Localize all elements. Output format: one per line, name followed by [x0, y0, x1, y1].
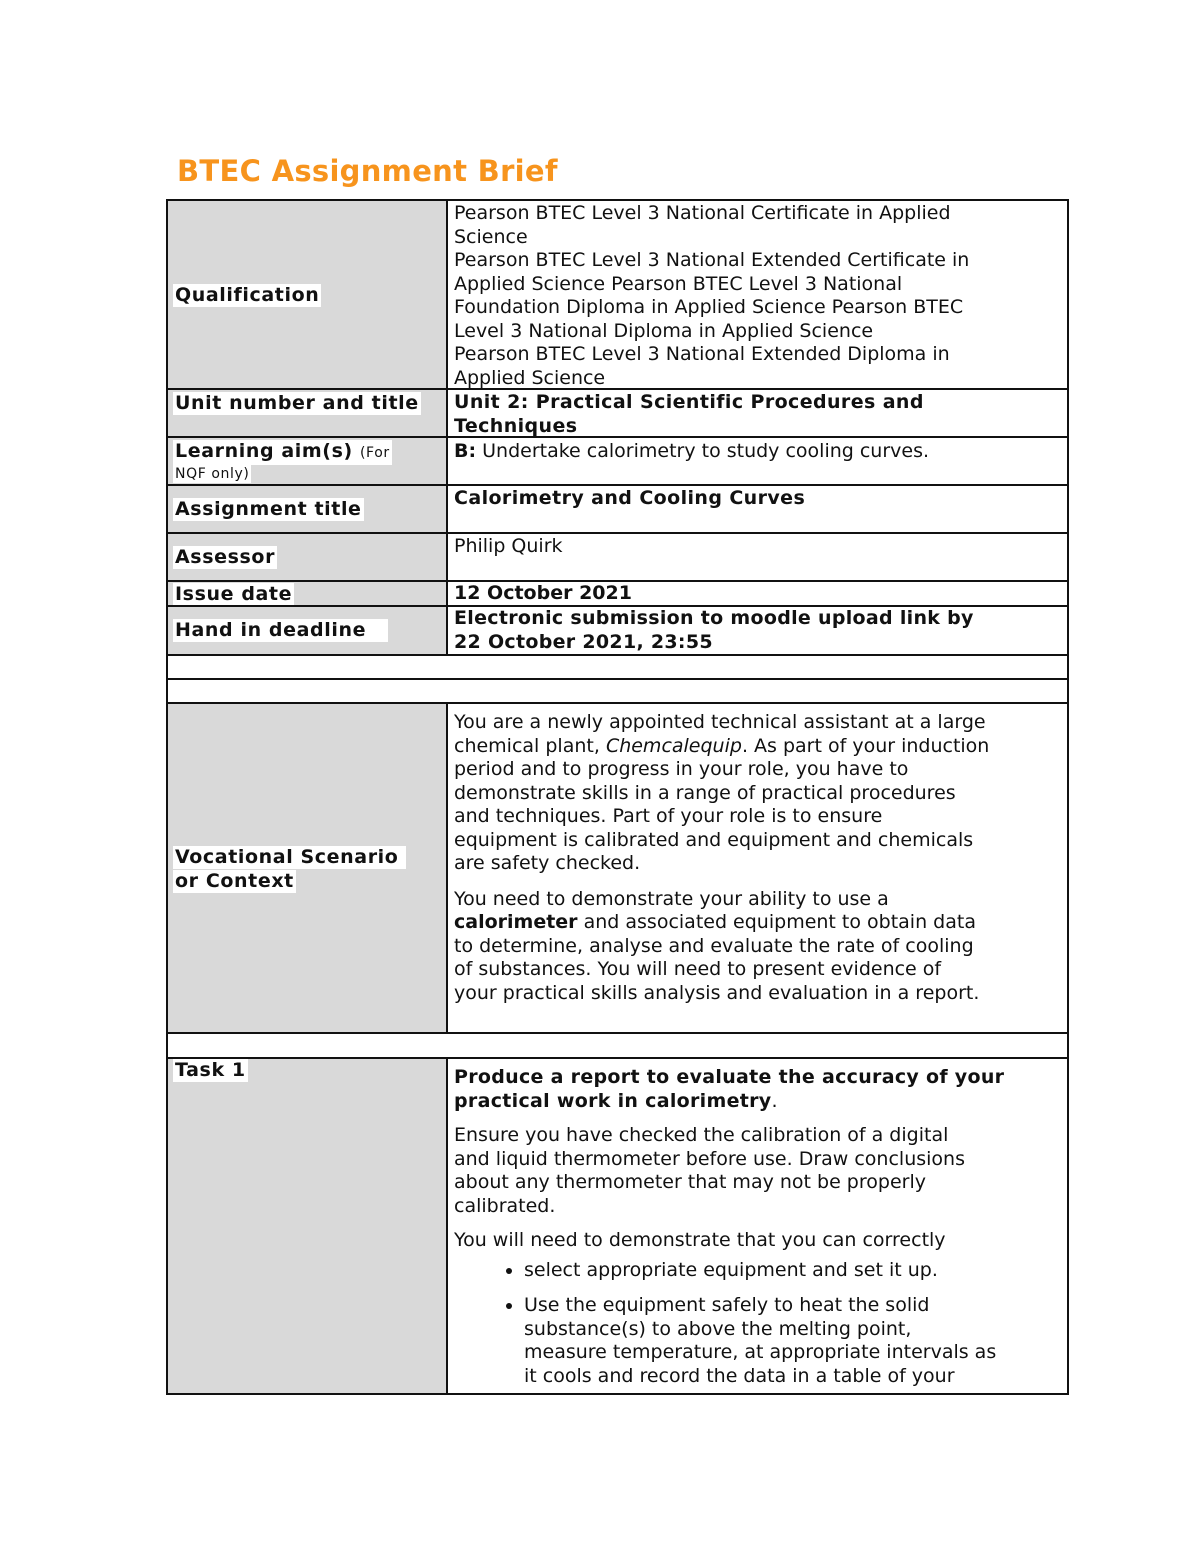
text-line: substance(s) to above the melting point,	[524, 1317, 912, 1340]
text-line: You need to demonstrate your ability to use a	[454, 887, 889, 910]
task-heading	[454, 1090, 1061, 1114]
deadline-value	[448, 607, 1069, 655]
text-line: • Use the equipment safely to heat the solid	[524, 1294, 930, 1316]
assessor-row	[166, 532, 1069, 581]
text: practical work in calorimetry	[454, 1089, 772, 1112]
text-line: demonstrate skills in a range of practical procedures	[454, 781, 956, 804]
qualification-row	[166, 199, 1069, 389]
text: chemical plant,	[454, 734, 606, 757]
spacer-row	[166, 654, 1069, 679]
issue-date-label: Issue date	[175, 583, 293, 605]
assignment-title-label: Assignment title	[175, 498, 362, 520]
text-line: Applied Science	[454, 366, 606, 389]
scenario-row	[166, 702, 1069, 1033]
label-note-2: NQF only)	[175, 466, 250, 482]
task-row	[166, 1057, 1069, 1395]
issue-date-value	[448, 582, 1069, 606]
text-line: Pearson BTEC Level 3 National Extended Diploma in	[454, 343, 950, 365]
assignment-title-row	[166, 484, 1069, 533]
text-line: Ensure you have checked the calibration of a digital	[454, 1124, 949, 1146]
text-line: Pearson BTEC Level 3 National Certificate in Applied	[454, 202, 951, 224]
task-bullet-list	[454, 1259, 1061, 1389]
list-item	[524, 1294, 1061, 1388]
learning-aim-row	[166, 436, 1069, 485]
text-line: Techniques	[454, 414, 578, 437]
learning-aim-label	[173, 440, 392, 465]
label-note: (For	[360, 445, 390, 461]
text-line: and liquid thermometer before use. Draw conclusions	[454, 1147, 965, 1170]
list-item	[524, 1259, 1061, 1283]
issue-date-text: 12 October 2021	[454, 582, 632, 604]
text-line	[454, 911, 1061, 935]
deadline-label: Hand in deadline	[173, 619, 388, 642]
text-line: Science	[454, 225, 528, 248]
task-heading: Produce a report to evaluate the accuracy of your	[454, 1066, 1005, 1088]
text-line: of substances. You will need to present evidence of	[454, 958, 942, 980]
text-line: • select appropriate equipment and set it up.	[524, 1258, 938, 1281]
aim-text: Undertake calorimetry to study cooling curves.	[476, 440, 930, 462]
scenario-label: Vocational Scenario	[173, 846, 406, 869]
text-line: Level 3 National Diploma in Applied Science	[454, 319, 874, 342]
text-line: Applied Science Pearson BTEC Level 3 National	[454, 272, 903, 295]
spacer-row	[166, 1032, 1069, 1058]
unit-label: Unit number and title	[175, 392, 419, 414]
text-line: and techniques. Part of your role is to ensure	[454, 805, 883, 827]
text-line: calibrated.	[454, 1194, 556, 1217]
learning-aim-value	[448, 438, 1069, 485]
text-line: Foundation Diploma in Applied Science Pearson BTEC	[454, 296, 964, 318]
page-title: BTEC Assignment Brief	[177, 154, 558, 188]
text-line: your practical skills analysis and evaluation in a report.	[454, 981, 980, 1004]
text-line: about any thermometer that may not be properly	[454, 1171, 926, 1193]
spacer-row	[166, 678, 1069, 703]
text-line	[454, 735, 1061, 759]
assessor-label: Assessor	[175, 546, 276, 568]
qualification-value	[448, 201, 1069, 389]
assignment-title-value: Calorimetry and Cooling Curves	[448, 486, 1069, 533]
scenario-text	[448, 704, 1069, 1033]
issue-date-row	[166, 580, 1069, 606]
deadline-row	[166, 605, 1069, 655]
text-line: period and to progress in your role, you have to	[454, 758, 909, 780]
text-line: You will need to demonstrate that you can correctly	[454, 1229, 946, 1251]
text-line: it cools and record the data in a table of your	[524, 1364, 955, 1387]
text-line: equipment is calibrated and equipment and chemicals	[454, 828, 974, 851]
text-line: 22 October 2021, 23:55	[454, 630, 713, 653]
text-line: Unit 2: Practical Scientific Procedures and	[454, 391, 924, 413]
text: .	[771, 1089, 778, 1112]
text-line: to determine, analyse and evaluate the rate of cooling	[454, 934, 974, 957]
unit-value	[448, 390, 1069, 437]
text-line: measure temperature, at appropriate intervals as	[524, 1341, 997, 1363]
unit-row	[166, 388, 1069, 437]
text-line: Electronic submission to moodle upload link by	[454, 607, 974, 629]
label-text: Learning aim(s)	[175, 440, 353, 462]
assessor-value: Philip Quirk	[448, 534, 1069, 581]
table-bottom-border	[166, 1393, 1069, 1395]
company-name: Chemcalequip	[605, 734, 742, 757]
text-line: You are a newly appointed technical assistant at a large	[454, 711, 986, 733]
scenario-label-2: or Context	[175, 870, 294, 892]
text-line: Pearson BTEC Level 3 National Extended Certificate in	[454, 249, 970, 271]
keyword: calorimeter	[454, 911, 578, 933]
text-line: are safety checked.	[454, 852, 641, 874]
aim-prefix: B:	[454, 440, 477, 462]
task-label: Task 1	[175, 1059, 246, 1081]
task-text	[448, 1059, 1069, 1395]
qualification-label: Qualification	[175, 284, 320, 306]
text: and associated equipment to obtain data	[577, 911, 976, 933]
text: . As part of your induction	[741, 734, 990, 757]
